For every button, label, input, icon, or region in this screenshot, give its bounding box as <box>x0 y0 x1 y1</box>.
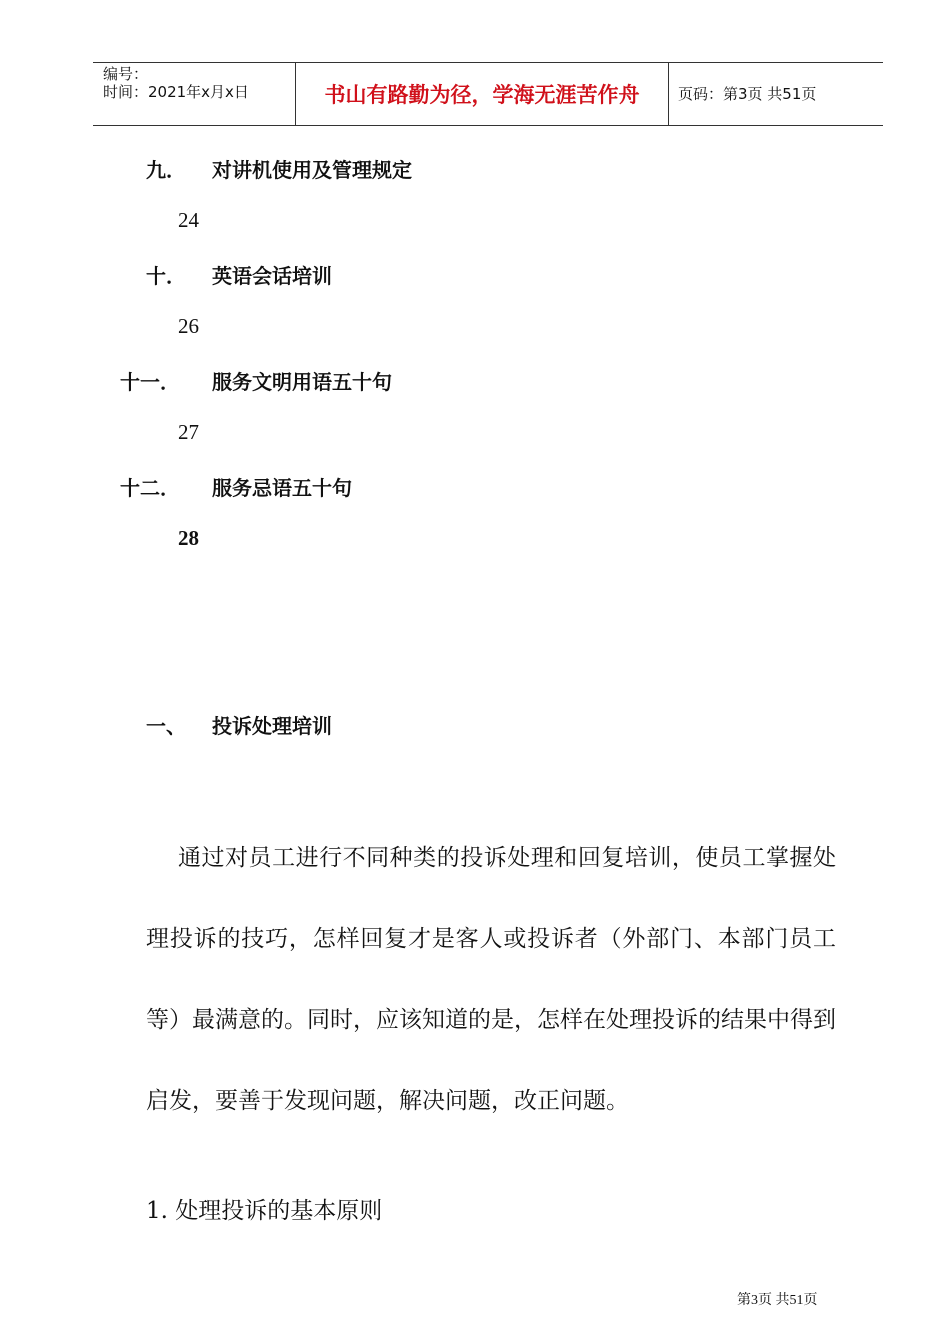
toc-number: 十． <box>146 264 186 288</box>
toc-page: 24 <box>178 208 199 232</box>
time-label: 时间：2021年x月x日 <box>103 83 249 101</box>
body-paragraph: 通过对员工进行不同种类的投诉处理和回复培训，使员工掌握处理投诉的技巧，怎样回复才是客人或投诉者（外部门、本部门员工等）最满意的。同时，应该知道的是，怎样在处理投诉的结果中得到启发，要善于发现问题，解决问题，改正问题。 <box>146 845 836 1114</box>
toc-page: 27 <box>178 420 199 444</box>
subheading: 1. 处理投诉的基本原则 <box>146 1198 383 1224</box>
toc-number: 九． <box>146 158 186 182</box>
toc-title: 对讲机使用及管理规定 <box>212 158 412 182</box>
toc-number: 十一． <box>120 370 180 394</box>
toc-title: 服务文明用语五十句 <box>212 370 392 394</box>
number-label: 编号： <box>103 65 149 83</box>
section-title: 投诉处理培训 <box>212 714 332 738</box>
header-divider <box>668 63 669 125</box>
toc-page: 28 <box>178 526 199 550</box>
toc-number: 十二． <box>120 476 180 500</box>
header-motto: 书山有路勤为径，学海无涯苦作舟 <box>324 83 640 107</box>
section-number: 一、 <box>146 714 186 738</box>
toc-page: 26 <box>178 314 199 338</box>
toc-title: 服务忌语五十句 <box>212 476 352 500</box>
header-page-label: 页码：第3页 共51页 <box>678 85 817 103</box>
header-meta <box>103 65 249 101</box>
header-table <box>93 62 883 126</box>
page-footer: 第3页 共51页 <box>737 1293 818 1308</box>
toc-title: 英语会话培训 <box>212 264 332 288</box>
section-heading <box>146 710 332 739</box>
